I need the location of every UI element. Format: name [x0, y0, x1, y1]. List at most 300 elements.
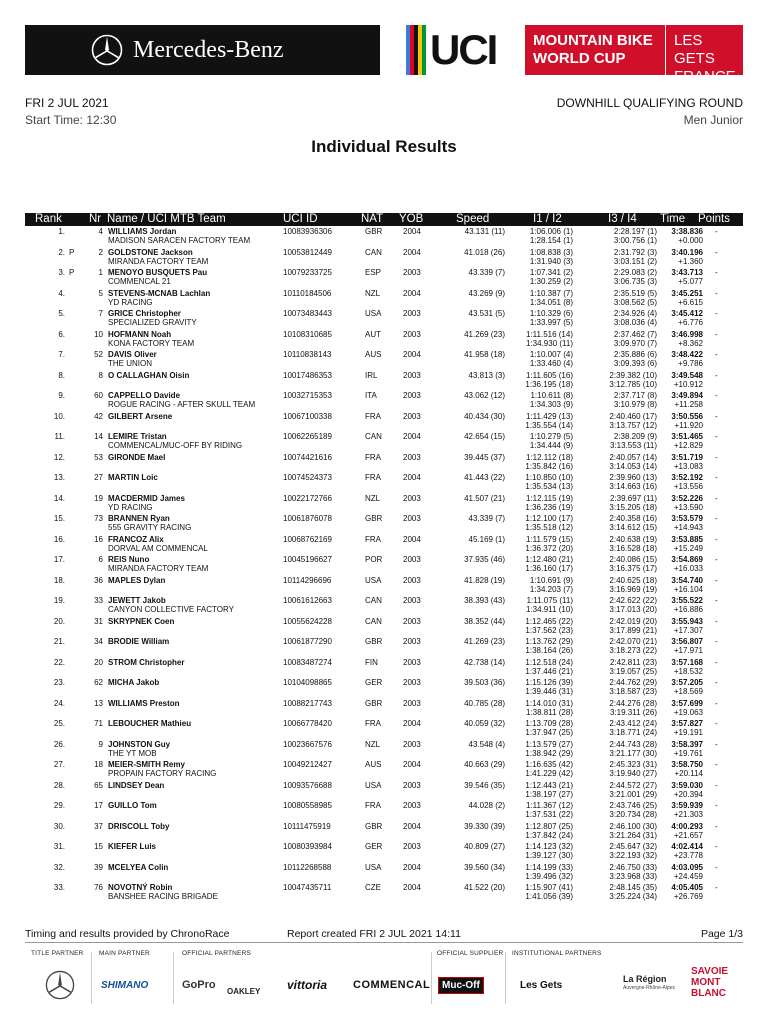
- uci-id: 10074421616: [283, 452, 332, 462]
- rider-name: MCELYEA Colin: [108, 862, 169, 872]
- nationality: USA: [365, 309, 382, 318]
- nationality: USA: [365, 780, 382, 790]
- time-gap: +1.360: [678, 256, 703, 266]
- rider-name: NOVOTNÝ Robin: [108, 883, 173, 892]
- savoie-line3: BLANC: [691, 988, 726, 999]
- split-i2: 1:28.154 (1): [529, 236, 573, 245]
- table-row: [25, 595, 743, 616]
- split-i1: 1:12.443 (21): [525, 780, 573, 790]
- header-banner: [25, 25, 743, 85]
- bib-number: 53: [94, 452, 103, 462]
- split-i1: 1:11.075 (11): [526, 596, 573, 605]
- split-i3: 2:34.926 (4): [613, 309, 657, 318]
- year-of-birth: 2003: [403, 555, 421, 564]
- split-i1: 1:15.907 (41): [525, 883, 573, 892]
- divider: [91, 952, 92, 1004]
- speed: 43.813 (3): [468, 370, 505, 380]
- split-i4: 3:16.375 (17): [609, 564, 657, 573]
- header-points: Points: [698, 213, 730, 225]
- pole-marker: P: [69, 247, 75, 257]
- uci-id: 10047435711: [283, 883, 332, 892]
- finish-time: 3:52.226: [671, 493, 703, 503]
- split-i2: 1:35.534 (13): [525, 482, 573, 491]
- rank: 22.: [53, 657, 65, 667]
- finish-time: 3:59.030: [671, 780, 703, 790]
- uci-id: 10110838143: [283, 350, 332, 359]
- finish-time: 3:54.869: [671, 555, 703, 564]
- rider-name: O CALLAGHAN Oisin: [108, 370, 190, 380]
- table-row: [25, 554, 743, 575]
- speed: 43.269 (9): [468, 288, 505, 298]
- rank: 9.: [58, 391, 65, 400]
- split-i1: 1:13.762 (29): [525, 637, 573, 646]
- table-row: [25, 390, 743, 411]
- rider-team: PROPAIN FACTORY RACING: [108, 769, 217, 778]
- rank: 1.: [58, 227, 65, 236]
- split-i4: 3:19.940 (27): [609, 769, 657, 778]
- bib-number: 62: [94, 678, 103, 687]
- rank: 33.: [53, 883, 65, 892]
- points: -: [715, 473, 718, 482]
- speed: 37.935 (46): [464, 555, 505, 564]
- year-of-birth: 2004: [403, 821, 421, 831]
- nationality: FRA: [365, 801, 381, 810]
- header-name: Name / UCI MTB Team: [107, 213, 226, 225]
- table-row: [25, 821, 743, 842]
- split-i1: 1:11.429 (13): [526, 411, 573, 421]
- nationality: ITA: [365, 391, 377, 400]
- points: -: [715, 555, 718, 564]
- venue-line2: FRANCE: [674, 68, 736, 85]
- bib-number: 7: [98, 309, 103, 318]
- race-date: FRI 2 JUL 2021: [25, 96, 109, 110]
- split-i3: 2:40.460 (17): [609, 411, 657, 421]
- split-i4: 3:21.264 (31): [609, 830, 657, 840]
- split-i2: 1:34.911 (10): [526, 605, 573, 614]
- split-i3: 2:44.762 (29): [609, 678, 657, 687]
- bib-number: 71: [94, 719, 103, 728]
- split-i4: 3:25.224 (34): [609, 892, 657, 901]
- uci-id: 10066778420: [283, 719, 332, 728]
- points: -: [715, 821, 718, 831]
- split-i4: 3:13.553 (11): [610, 441, 657, 450]
- nationality: GBR: [365, 514, 383, 523]
- uci-stripes-icon: [406, 25, 426, 75]
- finish-time: 3:57.699: [671, 698, 703, 708]
- speed: 40.059 (32): [464, 719, 505, 728]
- uci-id: 10111475919: [283, 821, 331, 831]
- mucoff-logo: Muc-Off: [438, 977, 484, 994]
- split-i3: 2:35.519 (5): [613, 288, 657, 298]
- speed: 40.785 (28): [464, 698, 505, 708]
- split-i4: 3:21.001 (29): [609, 789, 657, 799]
- divider: [431, 952, 432, 1004]
- bib-number: 65: [94, 780, 103, 790]
- rider-name: SKRYPNEK Coen: [108, 616, 175, 626]
- split-i1: 1:16.635 (42): [525, 760, 573, 769]
- points: -: [715, 411, 718, 421]
- speed: 40.663 (29): [464, 760, 505, 769]
- savoie-line1: SAVOIE: [691, 966, 729, 977]
- time-gap: +11.920: [674, 420, 703, 430]
- bib-number: 6: [98, 555, 103, 564]
- bib-number: 33: [94, 596, 103, 605]
- table-row: [25, 616, 743, 637]
- bib-number: 73: [94, 514, 103, 523]
- rider-team: COMMENCAL 21: [108, 277, 171, 286]
- nationality: CZE: [365, 883, 381, 892]
- rider-team: ROGUE RACING - AFTER SKULL TEAM: [108, 400, 256, 409]
- split-i4: 3:12.785 (10): [609, 379, 657, 389]
- header-yob: YOB: [399, 213, 424, 225]
- finish-time: 3:50.556: [671, 411, 703, 421]
- split-i2: 1:36.160 (17): [525, 564, 573, 573]
- table-row: [25, 718, 743, 739]
- points: -: [715, 370, 718, 380]
- uci-id: 10062265189: [283, 432, 332, 441]
- split-i3: 2:44.276 (28): [609, 698, 657, 708]
- time-gap: +13.083: [673, 461, 703, 471]
- points: -: [715, 801, 718, 810]
- rank: 31.: [53, 842, 65, 851]
- rider-team: DORVAL AM COMMENCAL: [108, 543, 208, 553]
- split-i2: 1:33.460 (4): [529, 359, 573, 368]
- uci-id: 10104098865: [283, 678, 332, 687]
- year-of-birth: 2004: [403, 883, 421, 892]
- split-i1: 1:10.329 (6): [529, 309, 573, 318]
- finish-time: 4:05.405: [671, 883, 703, 892]
- split-i1: 1:10.387 (7): [529, 288, 573, 298]
- rider-name: HOFMANN Noah: [108, 329, 172, 339]
- speed: 41.522 (20): [464, 883, 505, 892]
- rank: 8.: [58, 370, 65, 380]
- bib-number: 17: [94, 801, 103, 810]
- split-i1: 1:12.115 (19): [526, 493, 573, 503]
- table-row: [25, 800, 743, 821]
- label-title-partner: TITLE PARTNER: [31, 950, 84, 957]
- nationality: GBR: [365, 698, 383, 708]
- uci-id: 10032715353: [283, 391, 332, 400]
- split-i3: 2:39.697 (11): [610, 493, 657, 503]
- split-i2: 1:37.947 (25): [525, 728, 573, 737]
- table-row: [25, 308, 743, 329]
- time-gap: +20.394: [673, 789, 703, 799]
- table-row: [25, 575, 743, 596]
- finish-time: 3:43.713: [671, 268, 703, 277]
- uci-id: 10080393984: [283, 842, 332, 851]
- speed: 42.654 (15): [464, 432, 505, 441]
- time-gap: +17.971: [673, 646, 703, 655]
- year-of-birth: 2004: [403, 350, 421, 359]
- finish-time: 3:49.894: [671, 391, 703, 400]
- report-created: Report created FRI 2 JUL 2021 14:11: [287, 928, 461, 940]
- year-of-birth: 2003: [403, 309, 421, 318]
- nationality: AUT: [365, 329, 381, 339]
- split-i2: 1:39.127 (30): [525, 851, 573, 860]
- split-i2: 1:38.942 (29): [525, 748, 573, 758]
- points: -: [715, 493, 718, 503]
- year-of-birth: 2004: [403, 534, 421, 544]
- nationality: CAN: [365, 432, 382, 441]
- nationality: FRA: [365, 411, 381, 421]
- rider-name: STROM Christopher: [108, 657, 185, 667]
- points: -: [715, 739, 718, 749]
- uci-id: 10074524373: [283, 473, 332, 482]
- table-row: [25, 739, 743, 760]
- points: -: [715, 432, 718, 441]
- mercedes-star-icon: [45, 970, 75, 1000]
- time-gap: +18.569: [673, 687, 703, 696]
- speed: 39.546 (35): [464, 780, 505, 790]
- speed: 43.548 (4): [468, 739, 505, 749]
- split-i1: 1:12.807 (25): [525, 821, 573, 831]
- rider-team: MADISON SARACEN FACTORY TEAM: [108, 236, 251, 245]
- rider-name: WILLIAMS Jordan: [108, 227, 177, 236]
- split-i2: 1:34.303 (9): [529, 400, 573, 409]
- header-time: Time: [660, 213, 686, 225]
- uci-id: 10079233725: [283, 268, 332, 277]
- event-line1: MOUNTAIN BIKE: [533, 32, 653, 49]
- nationality: IRL: [365, 370, 378, 380]
- bib-number: 36: [94, 575, 103, 585]
- year-of-birth: 2003: [403, 493, 421, 503]
- year-of-birth: 2003: [403, 391, 421, 400]
- finish-time: 3:55.522: [671, 596, 703, 605]
- nationality: GER: [365, 842, 383, 851]
- split-i1: 1:12.480 (21): [525, 555, 573, 564]
- rider-name: MAPLES Dylan: [108, 575, 166, 585]
- table-row: [25, 329, 743, 350]
- speed: 38.393 (43): [464, 596, 505, 605]
- nationality: NZL: [365, 493, 381, 503]
- header-nr: Nr: [89, 213, 102, 225]
- uci-text: UCI: [430, 26, 497, 73]
- uci-id: 10083487274: [283, 657, 332, 667]
- points: -: [715, 616, 718, 626]
- year-of-birth: 2003: [403, 739, 421, 749]
- rider-name: REIS Nuno: [108, 555, 150, 564]
- uci-id: 10088217743: [283, 698, 332, 708]
- time-gap: +13.556: [673, 482, 703, 491]
- split-i1: 1:10.007 (4): [529, 350, 573, 359]
- uci-id: 10061612663: [283, 596, 332, 605]
- rider-name: DAVIS Oliver: [108, 350, 157, 359]
- header-rank: Rank: [35, 213, 62, 225]
- finish-time: 3:58.750: [671, 760, 703, 769]
- speed: 44.028 (2): [468, 801, 505, 810]
- nationality: GBR: [365, 637, 383, 646]
- bib-number: 8: [98, 370, 103, 380]
- finish-time: 3:45.251: [671, 288, 703, 298]
- split-i4: 3:20.734 (28): [609, 810, 657, 819]
- bib-number: 76: [94, 883, 103, 892]
- split-i4: 3:19.057 (25): [609, 666, 657, 676]
- time-gap: +19.191: [673, 728, 703, 737]
- shimano-logo: SHIMANO: [101, 980, 149, 991]
- speed: 39.560 (34): [464, 862, 505, 872]
- bib-number: 60: [94, 391, 103, 400]
- page-title: Individual Results: [311, 137, 457, 156]
- split-i1: 1:06.006 (1): [529, 227, 573, 236]
- split-i4: 3:09.393 (6): [613, 359, 657, 368]
- points: -: [715, 657, 718, 667]
- rider-team: KONA FACTORY TEAM: [108, 338, 195, 348]
- bib-number: 19: [94, 493, 103, 503]
- split-i2: 1:37.842 (24): [525, 830, 573, 840]
- year-of-birth: 2003: [403, 657, 421, 667]
- time-gap: +16.033: [673, 564, 703, 573]
- rider-name: JEWETT Jakob: [108, 596, 166, 605]
- time-gap: +5.077: [678, 277, 703, 286]
- time-gap: +11.258: [674, 400, 703, 409]
- nationality: FRA: [365, 452, 381, 462]
- bib-number: 10: [94, 329, 103, 339]
- nationality: ESP: [365, 268, 382, 277]
- event-name: [525, 25, 665, 75]
- rank: 18.: [53, 575, 65, 585]
- split-i1: 1:13.579 (27): [525, 739, 573, 749]
- finish-time: 3:59.939: [671, 801, 703, 810]
- page-number: Page 1/3: [700, 928, 743, 940]
- split-i4: 3:14.663 (16): [609, 482, 657, 491]
- time-gap: +9.786: [678, 359, 703, 368]
- year-of-birth: 2003: [403, 575, 421, 585]
- points: -: [715, 452, 718, 462]
- rank: 6.: [58, 329, 65, 339]
- speed: 41.958 (18): [464, 350, 505, 359]
- year-of-birth: 2003: [403, 514, 421, 523]
- split-i3: 2:46.750 (33): [609, 862, 657, 872]
- rider-name: LEBOUCHER Mathieu: [108, 719, 192, 728]
- time-gap: +21.303: [673, 810, 703, 819]
- rider-name: BRODIE William: [108, 637, 170, 646]
- split-i3: 2:43.746 (25): [609, 801, 657, 810]
- finish-time: 3:38.836: [671, 227, 703, 236]
- split-i2: 1:37.446 (21): [525, 666, 573, 676]
- split-i4: 3:00.756 (1): [613, 236, 657, 245]
- rider-name: GRICE Christopher: [108, 309, 181, 318]
- mercedes-star-icon: [91, 34, 123, 66]
- split-i1: 1:11.367 (12): [526, 801, 573, 810]
- results-table-header: [25, 213, 743, 226]
- table-row: [25, 452, 743, 473]
- speed: 43.131 (11): [464, 227, 505, 236]
- bib-number: 52: [94, 350, 103, 359]
- rider-team: CANYON COLLECTIVE FACTORY: [108, 605, 234, 614]
- nationality: CAN: [365, 616, 382, 626]
- split-i3: 2:44.743 (28): [609, 739, 657, 749]
- rider-name: FRANCOZ Alix: [108, 534, 164, 544]
- nationality: NZL: [365, 739, 381, 749]
- time-gap: +0.000: [678, 236, 703, 245]
- time-gap: +8.362: [678, 338, 703, 348]
- speed: 41.507 (21): [464, 493, 505, 503]
- split-i1: 1:12.465 (22): [525, 616, 573, 626]
- bib-number: 5: [98, 288, 103, 298]
- finish-time: 3:54.740: [671, 575, 703, 585]
- venue-line1: LES GETS: [674, 32, 715, 67]
- finish-time: 3:40.196: [671, 247, 703, 257]
- points: -: [715, 268, 718, 277]
- region-logo: La Région: [623, 974, 667, 984]
- finish-time: 3:57.205: [671, 678, 703, 687]
- points: -: [715, 842, 718, 851]
- year-of-birth: 2003: [403, 596, 421, 605]
- year-of-birth: 2004: [403, 288, 421, 298]
- time-gap: +15.249: [673, 543, 703, 553]
- rank: 20.: [53, 616, 65, 626]
- rank: 30.: [53, 821, 65, 831]
- nationality: FIN: [365, 657, 378, 667]
- split-i1: 1:07.341 (2): [529, 268, 573, 277]
- split-i2: 1:34.203 (7): [529, 584, 573, 594]
- rank: 23.: [53, 678, 65, 687]
- label-official-partners: OFFICIAL PARTNERS: [182, 950, 252, 957]
- bib-number: 18: [94, 760, 103, 769]
- rider-name: MEIER-SMITH Remy: [108, 760, 185, 769]
- uci-id: 10061876078: [283, 514, 332, 523]
- finish-time: 3:51.719: [671, 452, 703, 462]
- nationality: FRA: [365, 719, 381, 728]
- rank: 16.: [53, 534, 65, 544]
- bib-number: 42: [94, 411, 103, 421]
- year-of-birth: 2003: [403, 616, 421, 626]
- year-of-birth: 2003: [403, 452, 421, 462]
- label-official-supplier: OFFICIAL SUPPLIER: [437, 950, 504, 957]
- points: -: [715, 596, 718, 605]
- time-gap: +16.886: [673, 605, 703, 614]
- split-i1: 1:11.516 (14): [526, 329, 573, 339]
- nationality: POR: [365, 555, 383, 564]
- speed: 41.269 (23): [464, 329, 505, 339]
- split-i3: 2:46.100 (30): [609, 821, 657, 831]
- finish-time: 3:57.168: [671, 657, 703, 667]
- split-i1: 1:11.579 (15): [526, 534, 573, 544]
- year-of-birth: 2004: [403, 473, 421, 482]
- split-i2: 1:38.164 (26): [525, 646, 573, 655]
- split-i4: 3:06.735 (3): [613, 277, 657, 286]
- rank: 5.: [58, 309, 65, 318]
- split-i1: 1:14.199 (33): [525, 862, 573, 872]
- uci-id: 10067100338: [283, 411, 332, 421]
- time-gap: +20.114: [674, 769, 703, 778]
- split-i1: 1:15.126 (39): [525, 678, 573, 687]
- split-i1: 1:14.123 (32): [525, 842, 573, 851]
- nationality: CAN: [365, 247, 382, 257]
- finish-time: 4:02.414: [671, 842, 703, 851]
- rank: 28.: [53, 780, 65, 790]
- rider-name: WILLIAMS Preston: [108, 698, 180, 708]
- rider-name: MENOYO BUSQUETS Pau: [108, 268, 208, 277]
- table-row: [25, 226, 743, 247]
- rider-team: BANSHEE RACING BRIGADE: [108, 892, 218, 901]
- points: -: [715, 760, 718, 769]
- oakley-logo: OAKLEY: [227, 987, 261, 996]
- year-of-birth: 2003: [403, 637, 421, 646]
- split-i3: 2:42.019 (20): [609, 616, 657, 626]
- rider-name: GUILLO Tom: [108, 801, 157, 810]
- split-i3: 2:43.412 (24): [609, 719, 657, 728]
- gopro-logo: GoPro: [182, 979, 216, 991]
- split-i3: 2:38.209 (9): [613, 432, 657, 441]
- table-row: [25, 431, 743, 452]
- year-of-birth: 2004: [403, 227, 421, 236]
- table-row: [25, 247, 743, 268]
- time-gap: +18.532: [673, 666, 703, 676]
- table-row: [25, 288, 743, 309]
- split-i1: 1:10.691 (9): [529, 575, 573, 585]
- table-row: [25, 370, 743, 391]
